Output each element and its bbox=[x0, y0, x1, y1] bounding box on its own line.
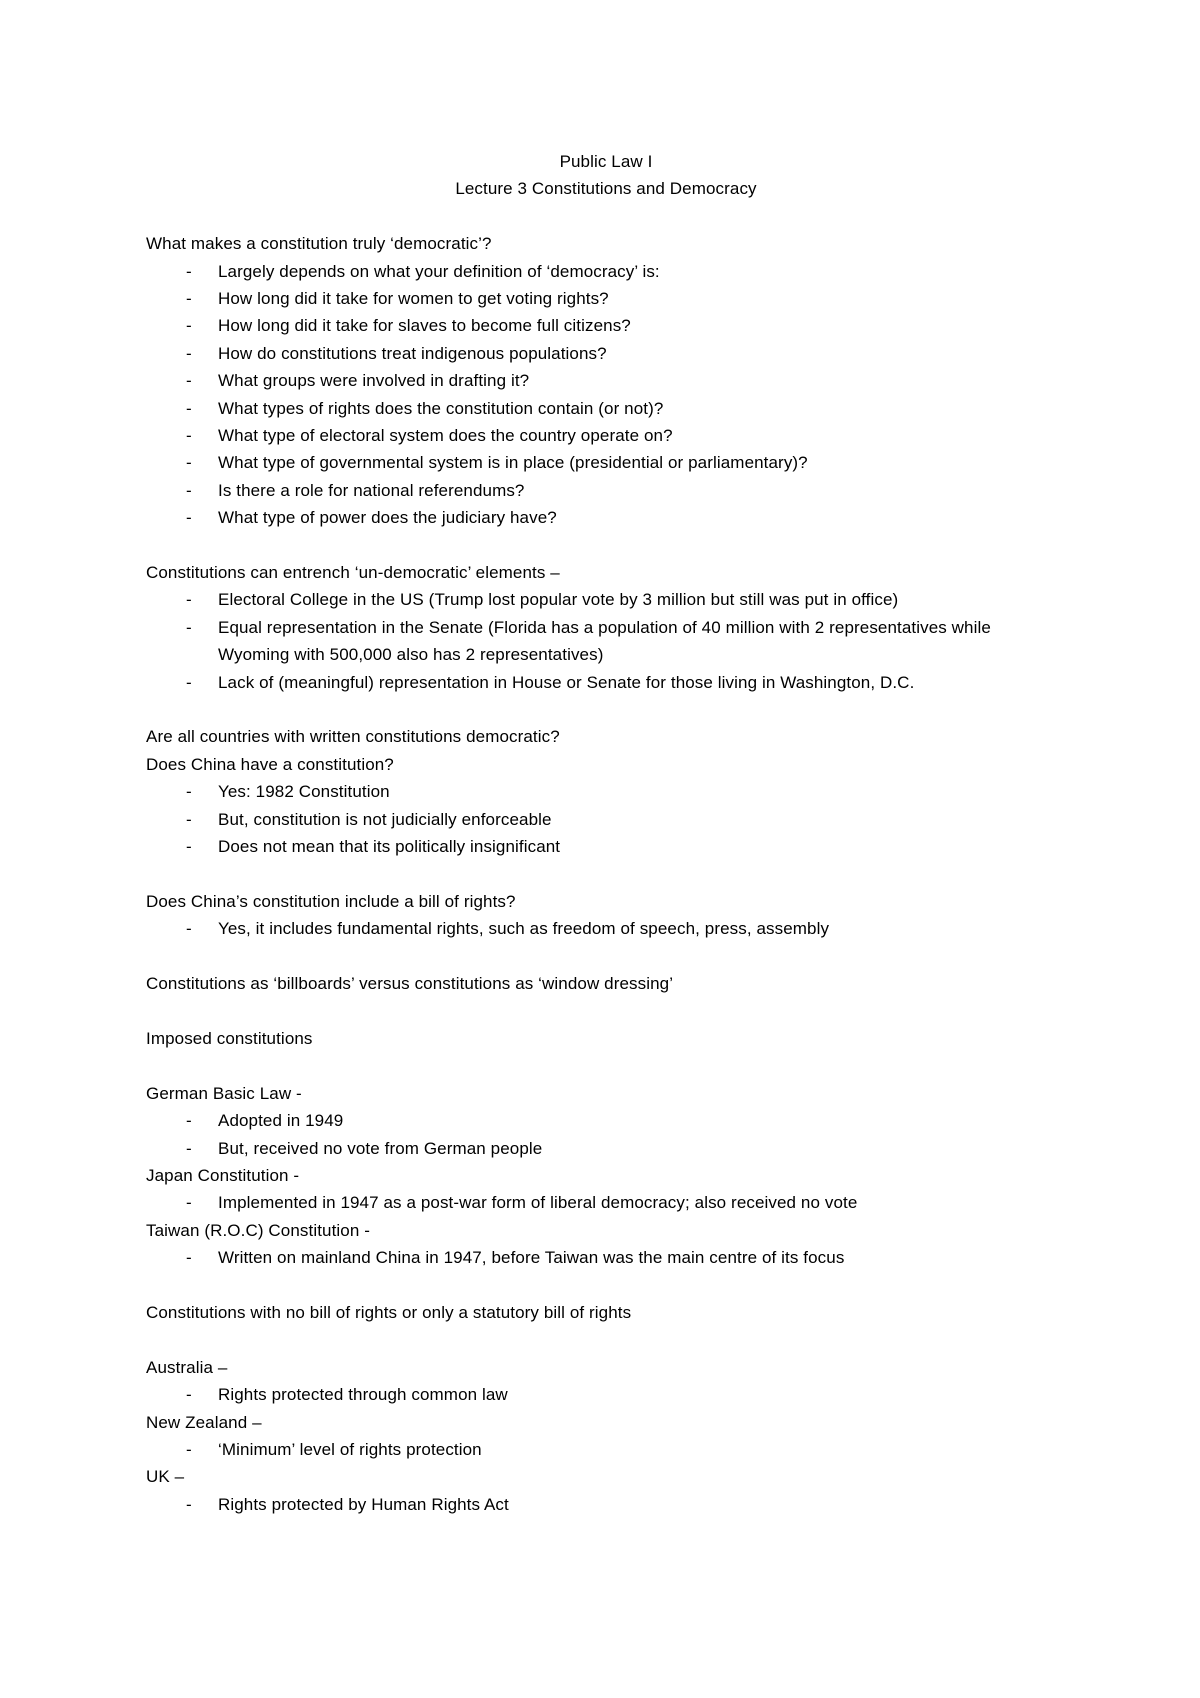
bullet-list bbox=[146, 258, 1066, 532]
spacer bbox=[146, 998, 1066, 1025]
bullet-list bbox=[146, 1107, 1066, 1162]
list-item: - Yes: 1982 Constitution bbox=[146, 778, 1066, 805]
bullet-list bbox=[146, 778, 1066, 860]
list-item: - How do constitutions treat indigenous populations? bbox=[146, 340, 1066, 367]
list-item: - Does not mean that its politically insignificant bbox=[146, 833, 1066, 860]
spacer bbox=[146, 943, 1066, 970]
list-item: - Adopted in 1949 bbox=[146, 1107, 1066, 1134]
spacer bbox=[146, 532, 1066, 559]
bullet-list bbox=[146, 1491, 1066, 1518]
list-item: - Rights protected by Human Rights Act bbox=[146, 1491, 1066, 1518]
list-item: - ‘Minimum’ level of rights protection bbox=[146, 1436, 1066, 1463]
document-title: Public Law I bbox=[559, 152, 653, 171]
bullet-list bbox=[146, 1189, 1066, 1216]
subheading-taiwan-constitution: Taiwan (R.O.C) Constitution - bbox=[146, 1220, 370, 1240]
bullet-list bbox=[146, 586, 1066, 696]
bullet-list bbox=[146, 1381, 1066, 1408]
spacer bbox=[146, 203, 1066, 230]
section-heading-written-constitutions: Are all countries with written constitutions democratic? bbox=[146, 727, 560, 747]
spacer bbox=[146, 696, 1066, 723]
spacer bbox=[146, 1272, 1066, 1299]
list-item: - But, constitution is not judicially enforceable bbox=[146, 806, 1066, 833]
list-item: - What types of rights does the constitution contain (or not)? bbox=[146, 395, 1066, 422]
document-body bbox=[146, 148, 1066, 1518]
subheading-uk: UK – bbox=[146, 1467, 185, 1487]
spacer bbox=[146, 1052, 1066, 1079]
section-heading-no-bill-of-rights: Constitutions with no bill of rights or only a statutory bill of rights bbox=[146, 1302, 632, 1322]
bullet-list bbox=[146, 915, 1066, 942]
section-heading-china-constitution: Does China have a constitution? bbox=[146, 754, 394, 774]
spacer bbox=[146, 861, 1066, 888]
list-item: - Implemented in 1947 as a post-war form of liberal democracy; also received no vote bbox=[146, 1189, 1066, 1216]
list-item: - Rights protected through common law bbox=[146, 1381, 1066, 1408]
subheading-new-zealand: New Zealand – bbox=[146, 1412, 262, 1432]
list-item: - Largely depends on what your definition of ‘democracy’ is: bbox=[146, 258, 1066, 285]
bullet-list bbox=[146, 1436, 1066, 1463]
section-heading-imposed: Imposed constitutions bbox=[146, 1028, 313, 1048]
list-item: - Is there a role for national referendums? bbox=[146, 477, 1066, 504]
list-item: - Written on mainland China in 1947, before Taiwan was the main centre of its focus bbox=[146, 1244, 1066, 1271]
list-item: - But, received no vote from German people bbox=[146, 1135, 1066, 1162]
section-heading-china-bill-of-rights: Does China’s constitution include a bill of rights? bbox=[146, 891, 516, 911]
list-item: - Lack of (meaningful) representation in House or Senate for those living in Washington, D.C. bbox=[146, 669, 1066, 696]
section-heading-democratic: What makes a constitution truly ‘democratic’? bbox=[146, 234, 492, 254]
list-item: - What type of governmental system is in place (presidential or parliamentary)? bbox=[146, 449, 1066, 476]
list-item: - How long did it take for women to get voting rights? bbox=[146, 285, 1066, 312]
spacer bbox=[146, 1326, 1066, 1353]
list-item: - Yes, it includes fundamental rights, such as freedom of speech, press, assembly bbox=[146, 915, 1066, 942]
list-item: - Equal representation in the Senate (Florida has a population of 40 million with 2 representatives while Wyoming with 500,000 also has 2 representatives) bbox=[146, 614, 994, 669]
list-item: - How long did it take for slaves to become full citizens? bbox=[146, 312, 1066, 339]
list-item: - What type of electoral system does the country operate on? bbox=[146, 422, 1066, 449]
section-heading-billboards: Constitutions as ‘billboards’ versus constitutions as ‘window dressing’ bbox=[146, 974, 674, 994]
section-heading-undemocratic: Constitutions can entrench ‘un-democratic’ elements – bbox=[146, 563, 560, 583]
list-item: - What groups were involved in drafting it? bbox=[146, 367, 1066, 394]
subheading-australia: Australia – bbox=[146, 1357, 228, 1377]
document-subtitle: Lecture 3 Constitutions and Democracy bbox=[455, 179, 757, 199]
list-item: - What type of power does the judiciary have? bbox=[146, 504, 1066, 531]
list-item: - Electoral College in the US (Trump lost popular vote by 3 million but still was put in office) bbox=[146, 586, 1066, 613]
subheading-japan-constitution: Japan Constitution - bbox=[146, 1165, 300, 1185]
bullet-list bbox=[146, 1244, 1066, 1271]
subheading-german-basic-law: German Basic Law - bbox=[146, 1083, 302, 1103]
